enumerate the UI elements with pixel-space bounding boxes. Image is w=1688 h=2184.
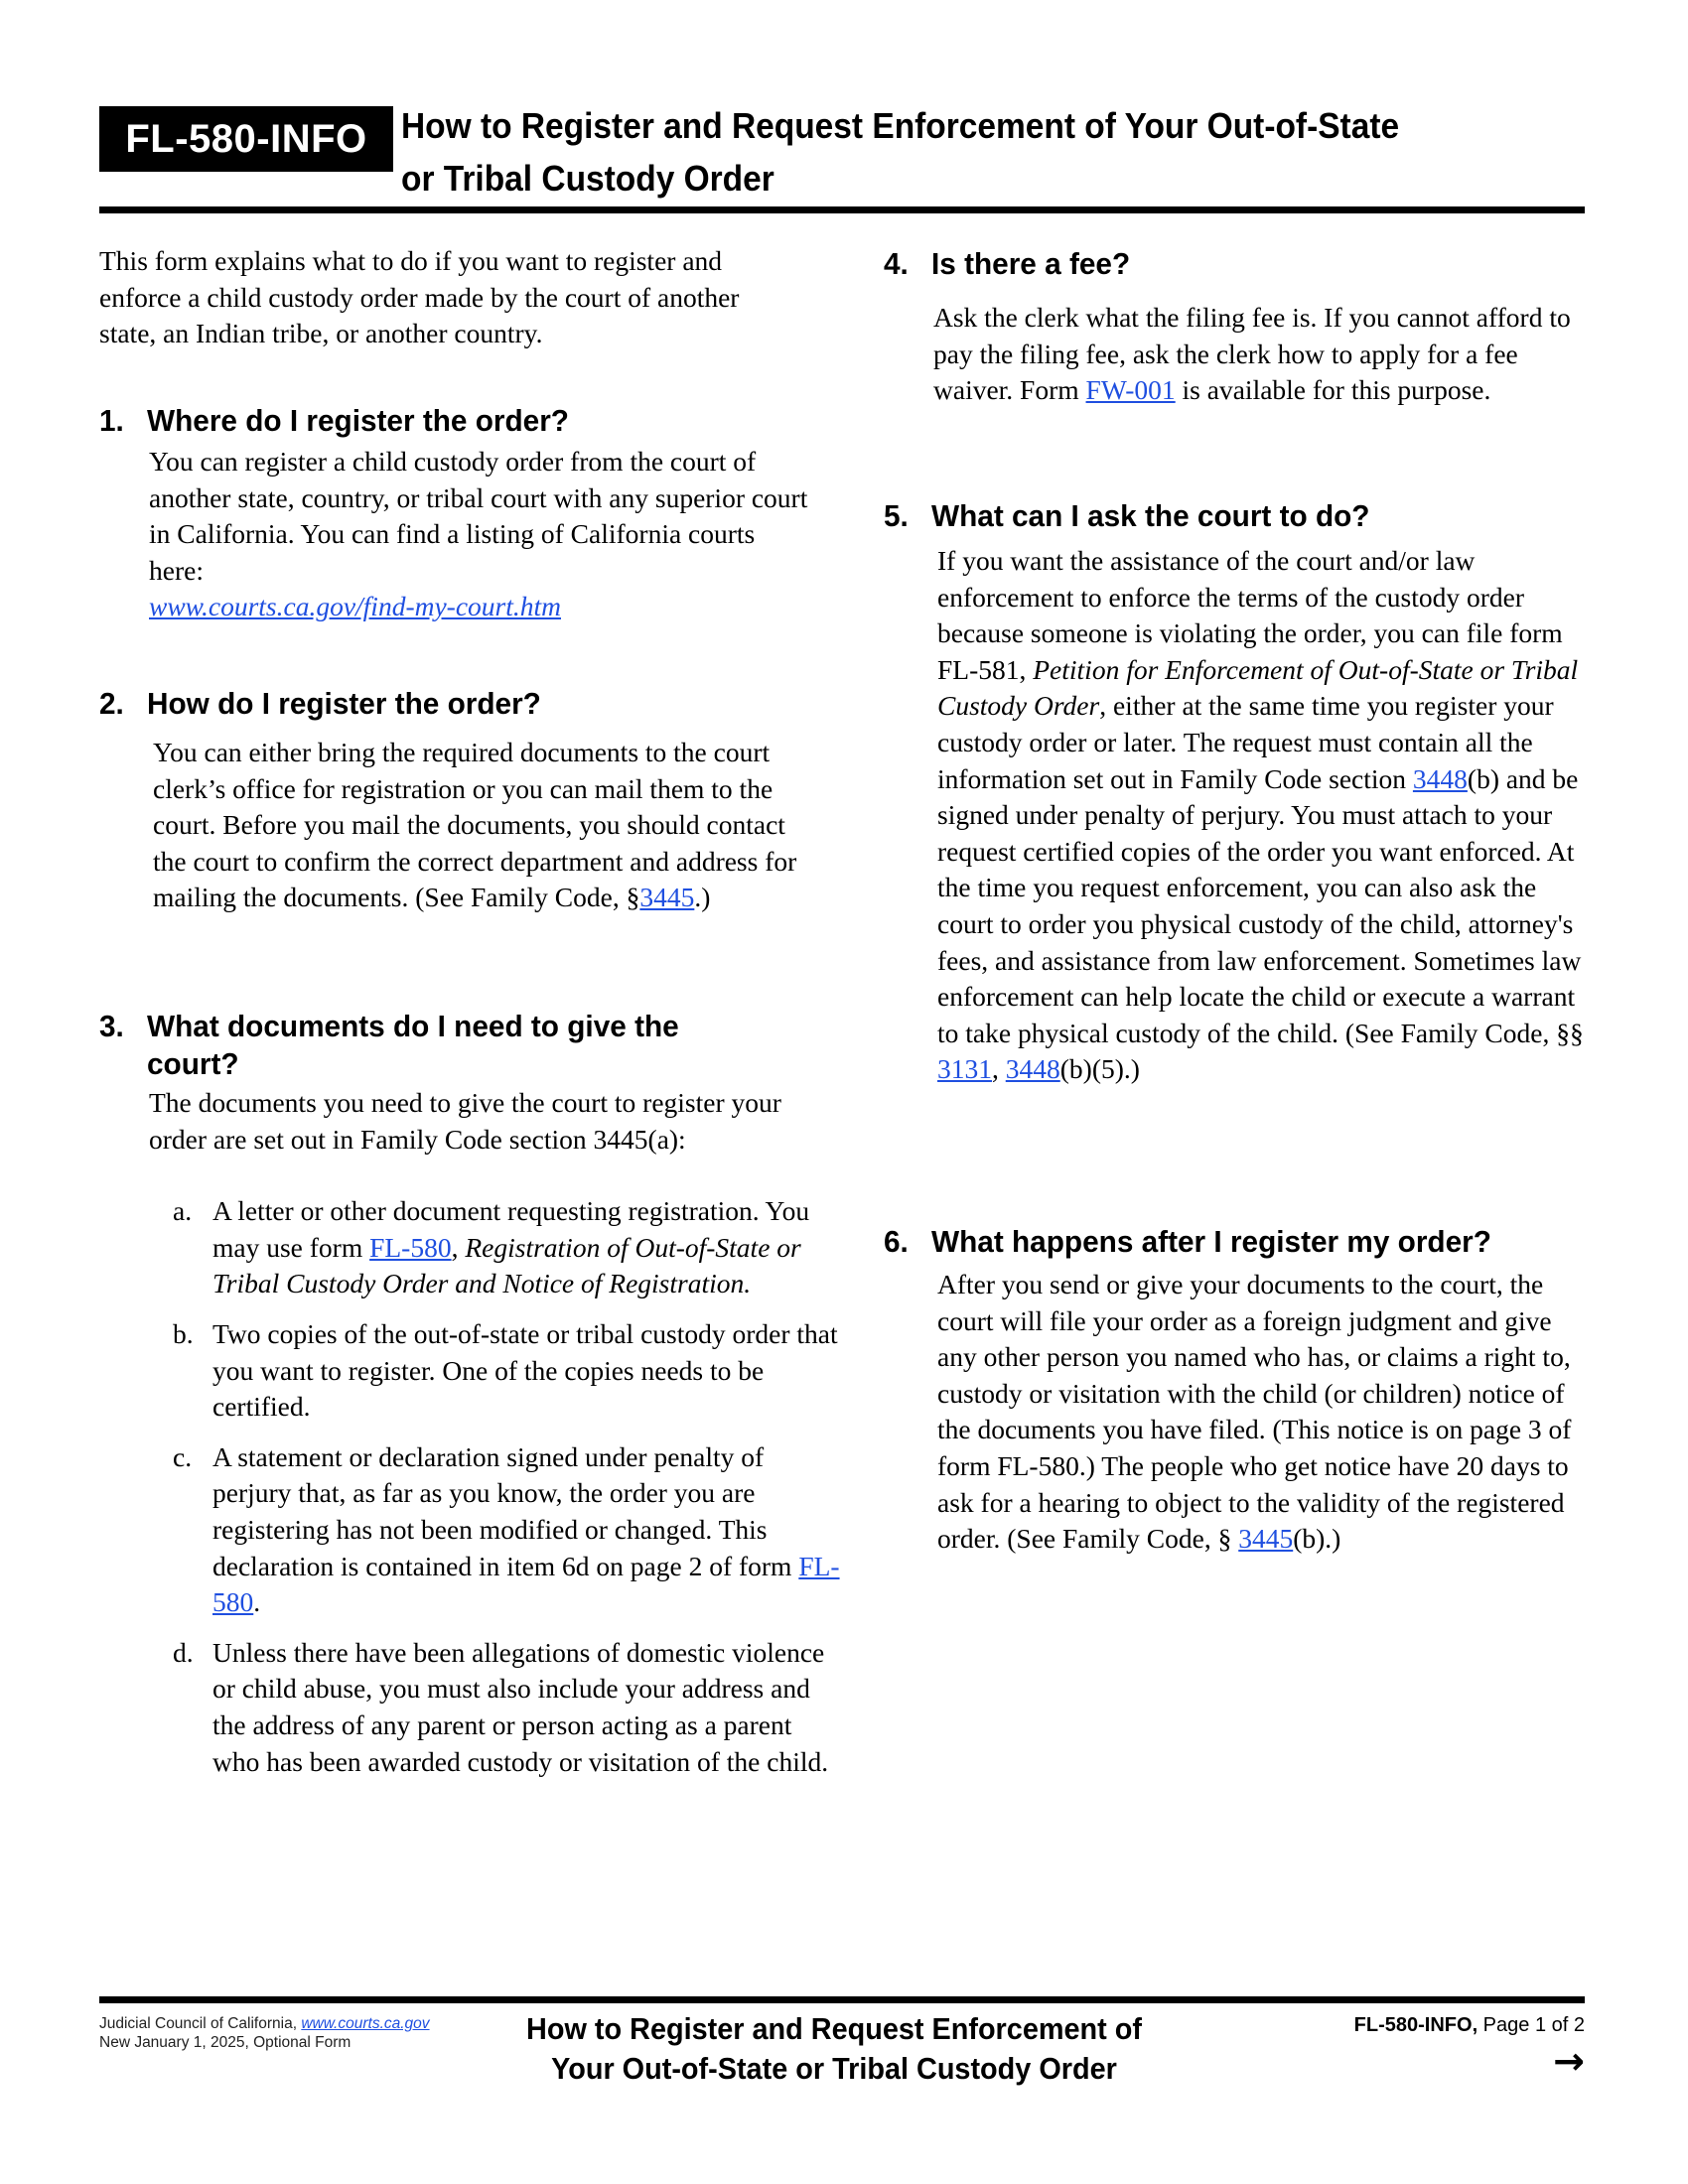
list-item-d — [149, 1635, 844, 1780]
section-text: Ask the clerk what the filing fee is. If you cannot afford to pay the filing fee, ask the clerk how to apply for a fee waiver. Form — [933, 302, 1571, 406]
list-item-c — [149, 1439, 844, 1621]
section-4 — [884, 245, 1584, 409]
section-title: What can I ask the court to do? — [931, 498, 1370, 533]
item-letter: c. — [173, 1440, 193, 1472]
section-5 — [884, 497, 1584, 1088]
section-title: Is there a fee? — [931, 246, 1131, 281]
family-code-3448-link[interactable]: 3448 — [1005, 1053, 1060, 1085]
section-number: 1. — [99, 403, 124, 438]
section-number: 2. — [99, 686, 124, 721]
section-text: You can register a child custody order from the court of another state, country, or tribal court with any superior court in California. You can find a listing of California courts here: — [149, 446, 808, 586]
section-text: After you send or give your documents to the court, the court will file your order as a foreign judgment and give any other person you named who has, or claims a right to, custody or visitation with the child (or children) notice of the documents you have filed. (This notice is on page 3 of form FL-580.) The people who get notice have 20 days to ask for a hearing to object to the validity of the registered order. (See Family Code, § — [937, 1269, 1572, 1555]
section-heading — [884, 1223, 1556, 1261]
section-3 — [99, 1008, 840, 1794]
section-text-end: (b).) — [1293, 1523, 1341, 1555]
section-number: 3. — [99, 1009, 124, 1043]
footer-title — [474, 2009, 1194, 2089]
item-letter: b. — [173, 1317, 194, 1349]
section-heading — [99, 685, 785, 723]
section-text-end: .) — [694, 882, 711, 913]
section-title: What happens after I register my order? — [931, 1224, 1491, 1259]
courts-website-link[interactable]: www.courts.ca.gov — [301, 2015, 430, 2032]
section-text: If you want the assistance of the court and/or law enforcement to enforce the terms of the custody order because someone is violating the order, you can file form FL-581, — [937, 545, 1563, 685]
section-text: You can either bring the required documents to the court clerk’s office for registration or you can mail them to the court. Before you mail the documents, you should contact the court to confirm the correct department and address for mailing the documents. (See Family Code, § — [153, 737, 797, 913]
item-text: Unless there have been allegations of domestic violence or child abuse, you must also include your address and the address of any parent or person acting as a parent who has been awarded custody or visitation of the child. — [212, 1636, 829, 1777]
section-body — [99, 444, 814, 625]
section-heading — [884, 245, 1556, 283]
form-id-badge: FL-580-INFO — [99, 106, 393, 172]
footer-divider — [99, 1996, 1585, 2003]
item-punct: . — [253, 1586, 261, 1618]
edition-note: New January 1, 2025, Optional Form — [99, 2034, 352, 2051]
right-arrow-icon[interactable]: → — [1553, 2039, 1585, 2083]
title-line-2: or Tribal Custody Order — [401, 158, 774, 199]
item-text: A statement or declaration signed under penalty of perjury that, as far as you know, the order you are registering has not been modified or changed. This declaration is contained in item 6d on page 2 of form — [212, 1440, 799, 1581]
family-code-3131-link[interactable]: 3131 — [937, 1053, 992, 1085]
section-text: The documents you need to give the court to register your order are set out in Family Code section 3445(a): — [149, 1087, 781, 1155]
item-punct: , — [451, 1231, 459, 1263]
section-title: Where do I register the order? — [147, 403, 569, 438]
item-letter: a. — [173, 1195, 193, 1227]
section-body — [884, 543, 1584, 1088]
footer-title-line-1: How to Register and Request Enforcement of — [526, 2011, 1142, 2046]
section-6 — [884, 1223, 1584, 1558]
header-divider — [99, 206, 1585, 213]
list-item-b — [149, 1316, 844, 1426]
find-my-court-link[interactable]: www.courts.ca.gov/find-my-court.htm — [149, 591, 561, 622]
section-number: 5. — [884, 498, 909, 533]
footer-publisher — [99, 2014, 430, 2052]
item-text: Two copies of the out-of-state or tribal custody order that you want to register. One of the copies needs to be certified. — [212, 1317, 838, 1423]
section-2 — [99, 685, 814, 916]
fl-580-link[interactable]: FL-580 — [369, 1231, 452, 1263]
form-title-italic: Registration of Out-of-State or Tribal Custody Order and Notice of Registration. — [212, 1231, 801, 1299]
item-text: A letter or other document requesting registration. You may use form — [212, 1195, 810, 1263]
footer-form-id: FL-580-INFO, — [1353, 2014, 1478, 2036]
fl-580-link[interactable]: FL-580 — [212, 1550, 840, 1618]
list-item-a — [149, 1193, 844, 1302]
section-text: (b)(5).) — [1059, 1053, 1140, 1085]
section-text: , — [992, 1053, 1006, 1085]
section-body — [99, 735, 814, 916]
item-letter: d. — [173, 1636, 194, 1668]
section-title: What documents do I need to give the court? — [147, 1009, 679, 1081]
page-title — [401, 99, 1509, 205]
publisher-name: Judicial Council of California, — [99, 2015, 302, 2032]
title-line-1: How to Register and Request Enforcement of Your Out-of-State — [401, 105, 1400, 146]
section-title: How do I register the order? — [147, 686, 541, 721]
section-number: 6. — [884, 1224, 909, 1259]
footer-title-line-2: Your Out-of-State or Tribal Custody Order — [551, 2051, 1117, 2086]
section-body — [884, 300, 1584, 409]
section-text: , either at the same time you register your custody order or later. The request must contain all the information set out in Family Code section — [937, 690, 1554, 794]
section-text: (b) and be signed under penalty of perjury. You must attach to your request certified copies of the order you want enforced. At the time you request enforcement, you can also ask the court to order you physical custody of the child, attorney's fees, and assistance from law enforcement. Sometimes law enforcement can help locate the child or execute a warrant to take physical custody of the child. (See Family Code, §§ — [937, 762, 1584, 1048]
form-title-italic: Petition for Enforcement of Out-of-State or Tribal Custody Order — [937, 653, 1579, 722]
section-body — [99, 1085, 784, 1158]
page-indicator — [1354, 2012, 1585, 2038]
fw-001-link[interactable]: FW-001 — [1085, 374, 1176, 406]
section-heading — [99, 402, 785, 440]
intro-paragraph: This form explains what to do if you want to register and enforce a child custody order made by the court of another state, an Indian tribe, or another country. — [99, 245, 740, 349]
section-heading — [99, 1008, 757, 1083]
section-text-end: is available for this purpose. — [1175, 374, 1491, 406]
family-code-3445-link[interactable]: 3445 — [639, 882, 695, 913]
section-1 — [99, 402, 814, 625]
section-heading — [884, 497, 1556, 535]
section-number: 4. — [884, 246, 909, 281]
family-code-3448-link[interactable]: 3448 — [1412, 762, 1468, 794]
required-documents-list — [99, 1193, 844, 1780]
section-body — [884, 1267, 1584, 1558]
family-code-3445-link[interactable]: 3445 — [1238, 1523, 1294, 1555]
page-number: Page 1 of 2 — [1477, 2014, 1585, 2036]
